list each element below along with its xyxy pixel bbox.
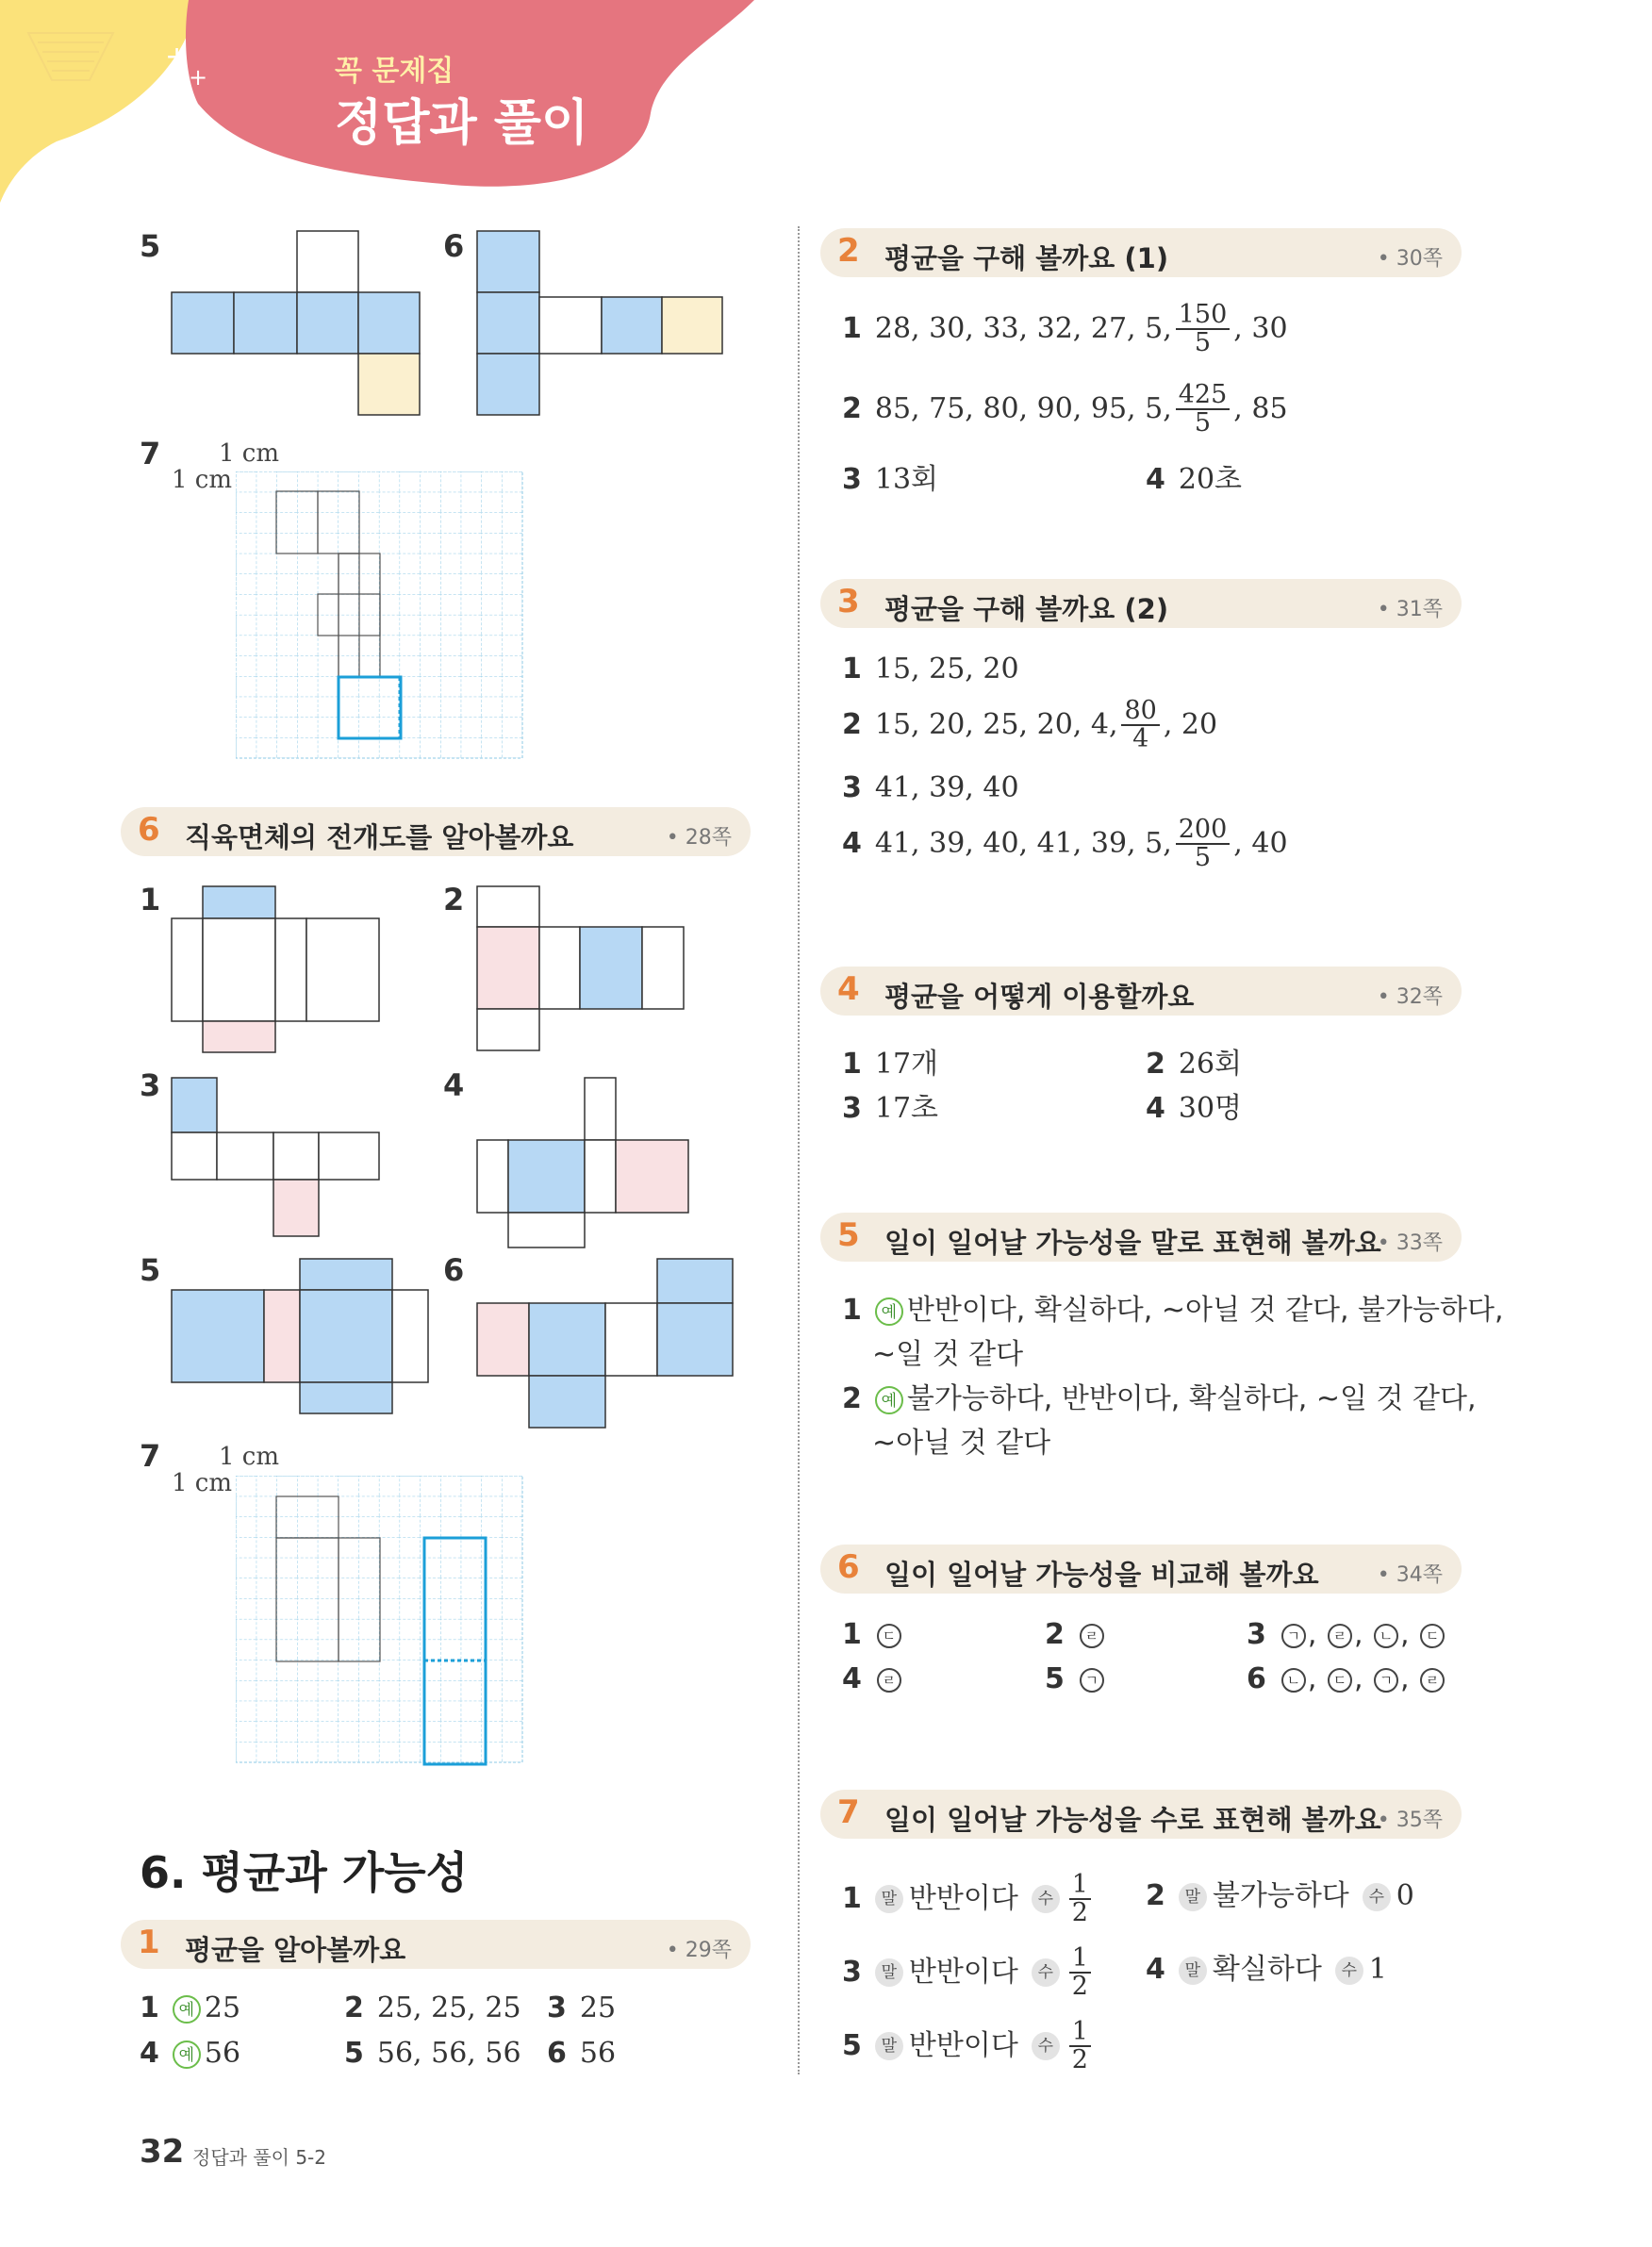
answer-item: 6 ㄴ , ㄷ , ㄱ , ㄹ xyxy=(1247,1662,1446,1695)
answer-item: 3 말 반반이다 수 $\frac{1}{2}$ xyxy=(842,1945,1095,2001)
answer-item: 2 ㄹ xyxy=(1045,1618,1106,1651)
answer-item: 2 26회 xyxy=(1146,1048,1243,1081)
section-header xyxy=(820,1213,1462,1262)
header-title: 정답과 풀이 xyxy=(335,95,589,152)
section-number: 6 xyxy=(138,811,160,849)
section-header xyxy=(121,1920,751,1969)
answer-continuation: ~일 것 같다 xyxy=(872,1338,1024,1371)
grid-unit-label: 1 cm xyxy=(219,1443,280,1471)
column-divider xyxy=(798,226,800,2074)
cuboid-net-figure xyxy=(160,226,764,434)
section-title: 일이 일어날 가능성을 비교해 볼까요 xyxy=(884,1559,1319,1591)
grid-unit-label: 1 cm xyxy=(219,439,280,468)
section-number: 2 xyxy=(837,232,860,270)
answer-item: 2 85, 75, 80, 90, 95, 5, $\frac{425}{5}$ , 85 xyxy=(842,380,1288,438)
problem-number: 5 xyxy=(140,228,161,264)
page-reference: • 29쪽 xyxy=(666,1939,732,1962)
page-reference: • 32쪽 xyxy=(1377,985,1443,1009)
answer-item: 2 25, 25, 25 xyxy=(344,1991,521,2024)
answer-item: 2 말 불가능하다 수 0 xyxy=(1146,1879,1414,1912)
problem-number: 7 xyxy=(140,1438,161,1474)
section-number: 3 xyxy=(837,583,860,620)
page-reference: • 30쪽 xyxy=(1377,247,1443,271)
svg-text:+: + xyxy=(189,64,208,91)
page-reference: • 35쪽 xyxy=(1377,1809,1443,1832)
section-title: 평균을 구해 볼까요 (1) xyxy=(884,242,1169,274)
page-reference: • 33쪽 xyxy=(1377,1231,1443,1255)
problem-number: 7 xyxy=(140,436,161,471)
section-number: 7 xyxy=(837,1793,860,1831)
svg-text:+: + xyxy=(165,41,190,74)
section-number: 5 xyxy=(837,1216,860,1254)
answer-item: 3 25 xyxy=(547,1991,617,2024)
section-title: 일이 일어날 가능성을 수로 표현해 볼까요 xyxy=(884,1804,1381,1836)
answer-item: 4 41, 39, 40, 41, 39, 5, $\frac{200}{5}$ , 40 xyxy=(842,815,1288,873)
problem-number: 6 xyxy=(443,228,465,264)
problem-number: 4 xyxy=(443,1067,465,1103)
grid-unit-label: 1 cm xyxy=(172,1469,233,1497)
section-header xyxy=(820,1790,1462,1839)
answer-item: 4 20초 xyxy=(1146,463,1243,496)
answer-item: 4 예 56 xyxy=(140,2037,241,2070)
section-title: 평균을 구해 볼까요 (2) xyxy=(884,593,1169,625)
section-number: 6 xyxy=(837,1548,860,1586)
answer-item: 5 말 반반이다 수 $\frac{1}{2}$ xyxy=(842,2019,1095,2074)
section-number: 4 xyxy=(837,970,860,1008)
answer-item: 3 ㄱ , ㄹ , ㄴ , ㄷ xyxy=(1247,1618,1446,1651)
answer-item: 6 56 xyxy=(547,2037,617,2070)
page-reference: • 31쪽 xyxy=(1377,598,1443,621)
section-header xyxy=(820,967,1462,1016)
answer-item: 5 ㄱ xyxy=(1045,1662,1106,1695)
answer-item: 1 ㄷ xyxy=(842,1618,903,1651)
section-title: 일이 일어날 가능성을 말로 표현해 볼까요 xyxy=(884,1227,1381,1259)
answer-continuation: ~아닐 것 같다 xyxy=(872,1427,1051,1460)
answer-item: 5 56, 56, 56 xyxy=(344,2037,521,2070)
page-reference: • 34쪽 xyxy=(1377,1563,1443,1587)
problem-number: 6 xyxy=(443,1252,465,1288)
answer-item: 4 30명 xyxy=(1146,1092,1243,1125)
answer-item: 3 17초 xyxy=(842,1092,939,1125)
section-number: 1 xyxy=(138,1924,160,1961)
section-title: 직육면체의 전개도를 알아볼까요 xyxy=(185,821,574,853)
grid-unit-label: 1 cm xyxy=(172,466,233,494)
problem-number: 1 xyxy=(140,882,161,917)
answer-item: 4 ㄹ xyxy=(842,1662,903,1695)
answer-item: 1 예 반반이다, 확실하다, ~아닐 것 같다, 불가능하다, xyxy=(842,1294,1504,1327)
answer-item: 4 말 확실하다 수 1 xyxy=(1146,1953,1387,1986)
answer-item: 2 15, 20, 25, 20, 4, $\frac{80}{4}$ , 20 xyxy=(842,696,1218,754)
answer-item: 3 41, 39, 40 xyxy=(842,771,1019,804)
answer-item: 1 말 반반이다 수 $\frac{1}{2}$ xyxy=(842,1872,1095,1927)
cuboid-nets-figure xyxy=(160,882,764,1429)
section-header xyxy=(820,228,1462,277)
section-title: 평균을 알아볼까요 xyxy=(185,1934,406,1966)
page-reference: • 28쪽 xyxy=(666,826,732,850)
answer-item: 1 15, 25, 20 xyxy=(842,653,1019,686)
chapter-title: 6. 평균과 가능성 xyxy=(140,1847,469,1898)
section-header xyxy=(820,579,1462,628)
problem-number: 3 xyxy=(140,1067,161,1103)
grid-net-figure xyxy=(236,1476,528,1768)
header-subtitle: 꼭 문제집 xyxy=(335,55,454,88)
answer-item: 1 예 25 xyxy=(140,1991,241,2024)
section-header xyxy=(121,807,751,856)
answer-item: 1 28, 30, 33, 32, 27, 5, $\frac{150}{5}$ , 30 xyxy=(842,300,1288,358)
answer-item: 2 예 불가능하다, 반반이다, 확실하다, ~일 것 같다, xyxy=(842,1382,1477,1415)
answer-item: 1 17개 xyxy=(842,1048,939,1081)
section-header xyxy=(820,1545,1462,1594)
grid-net-figure xyxy=(236,471,528,764)
footer-text: 정답과 풀이 5-2 xyxy=(192,2146,326,2169)
problem-number: 2 xyxy=(443,882,465,917)
page-number: 32 xyxy=(140,2133,185,2171)
section-title: 평균을 어떻게 이용할까요 xyxy=(884,981,1195,1013)
answer-item: 3 13회 xyxy=(842,463,939,496)
problem-number: 5 xyxy=(140,1252,161,1288)
